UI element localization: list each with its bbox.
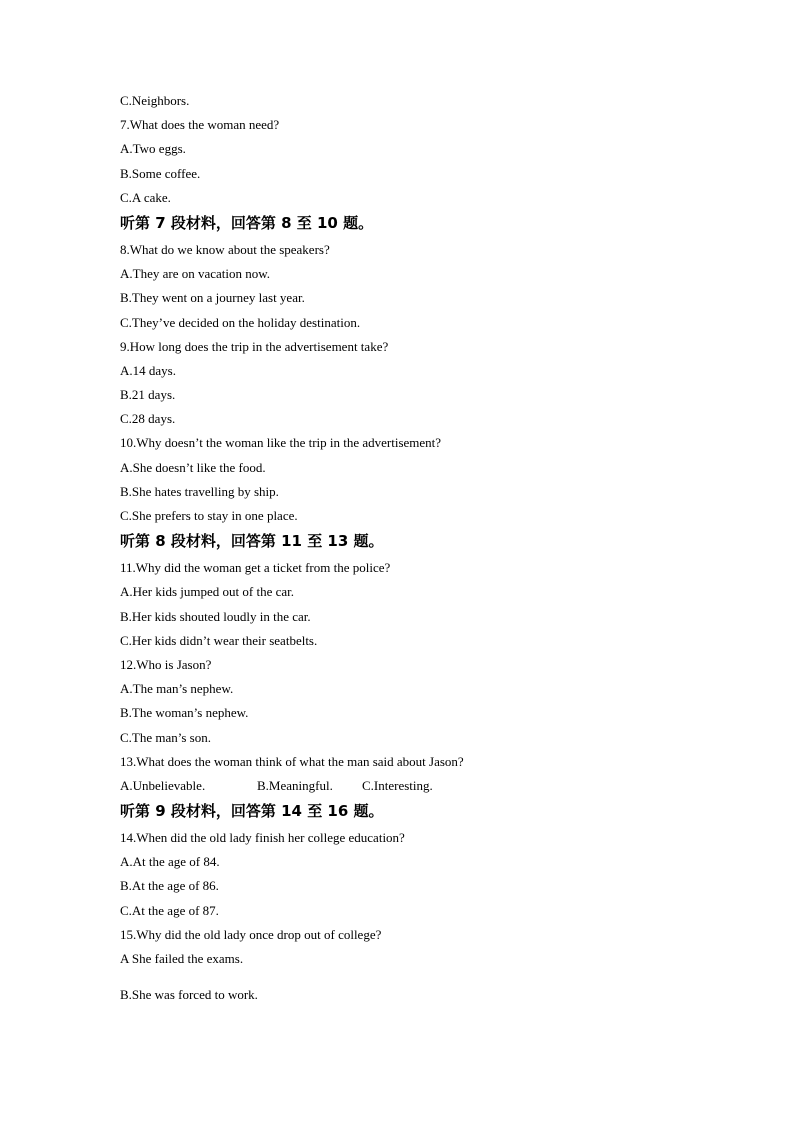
spacer xyxy=(120,974,720,986)
option-text: C.Her kids didn’t wear their seatbelts. xyxy=(120,632,318,648)
option-text: A.14 days. xyxy=(120,362,176,378)
option-text: A.The man’s nephew. xyxy=(120,681,234,697)
options-row xyxy=(120,777,720,795)
question-text: 15.Why did the old lady once drop out of college? xyxy=(120,926,382,942)
option-text: A.Two eggs. xyxy=(120,141,186,157)
option-text: A.Unbelievable. xyxy=(120,777,206,793)
option-text: B.21 days. xyxy=(120,387,176,403)
option-text: B.Some coffee. xyxy=(120,165,201,181)
option-text: B.Her kids shouted loudly in the car. xyxy=(120,608,311,624)
option-text: B.Meaningful. xyxy=(257,777,333,793)
option-text: C.At the age of 87. xyxy=(120,902,219,918)
question-text: 9.How long does the trip in the advertisement take? xyxy=(120,338,389,354)
question-text: 12.Who is Jason? xyxy=(120,656,212,672)
option-text: C.A cake. xyxy=(120,189,171,205)
question-text: 14.When did the old lady finish her college education? xyxy=(120,830,405,846)
option-text: C.They’ve decided on the holiday destination. xyxy=(120,314,361,330)
option-text: C.She prefers to stay in one place. xyxy=(120,508,298,523)
section-heading: 听第 8 段材料，回答第 11 至 13 题。 xyxy=(120,532,384,551)
option-text: B.She hates travelling by ship. xyxy=(120,483,279,499)
option-text: A She failed the exams. xyxy=(120,951,244,966)
option-text: C.Neighbors. xyxy=(120,93,190,108)
section-heading: 听第 7 段材料，回答第 8 至 10 题。 xyxy=(120,213,374,232)
option-text: C.The man’s son. xyxy=(120,729,211,745)
question-text: 11.Why did the woman get a ticket from the police? xyxy=(120,560,391,576)
option-text: C.28 days. xyxy=(120,411,176,427)
exam-page xyxy=(120,92,720,1010)
option-text: B.At the age of 86. xyxy=(120,878,219,894)
question-text: 10.Why doesn’t the woman like the trip in the advertisement? xyxy=(120,435,442,451)
option-text: A.They are on vacation now. xyxy=(120,266,271,282)
option-text: B.The woman’s nephew. xyxy=(120,705,249,721)
option-text: A.She doesn’t like the food. xyxy=(120,459,266,475)
question-text: 7.What does the woman need? xyxy=(120,117,280,133)
question-text: 8.What do we know about the speakers? xyxy=(120,241,330,257)
option-text: A.Her kids jumped out of the car. xyxy=(120,584,295,600)
option-text: B.They went on a journey last year. xyxy=(120,290,305,306)
option-text: B.She was forced to work. xyxy=(120,987,258,1003)
section-heading: 听第 9 段材料，回答第 14 至 16 题。 xyxy=(120,802,384,821)
question-text: 13.What does the woman think of what the man said about Jason? xyxy=(120,753,464,769)
option-text: A.At the age of 84. xyxy=(120,854,220,870)
option-text: C.Interesting. xyxy=(362,777,433,793)
